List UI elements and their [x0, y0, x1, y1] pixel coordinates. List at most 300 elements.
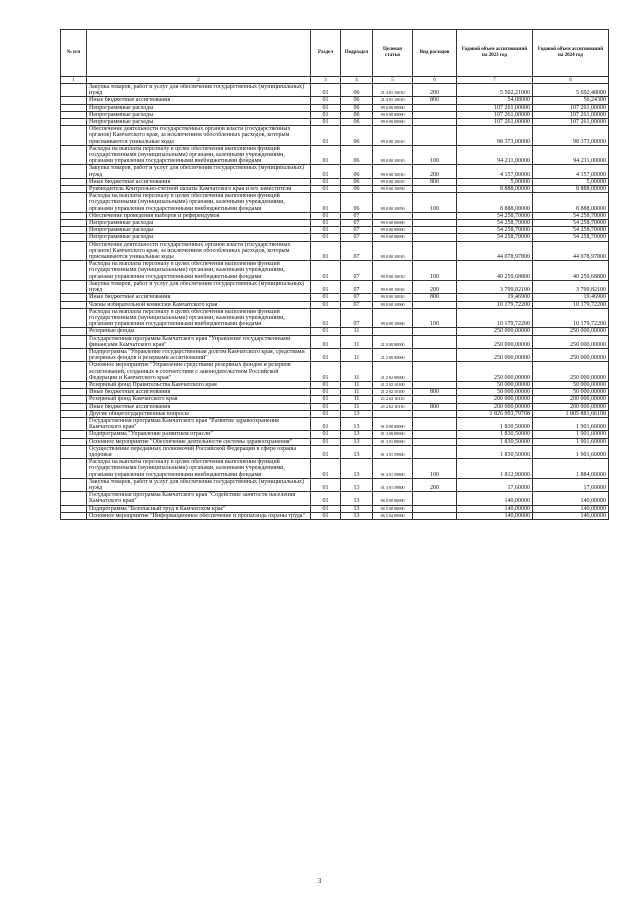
row-target-article: 99 0 00 10010	[373, 145, 413, 165]
table-row	[61, 478, 609, 491]
row-index	[61, 220, 87, 227]
row-name: Подпрограмма "Управление развитием отрасли"	[87, 431, 311, 438]
row-index	[61, 431, 87, 438]
row-section: 01	[311, 186, 341, 193]
row-section: 01	[311, 396, 341, 403]
row-amount-2023: 250 000,00000	[457, 335, 533, 348]
header-cell: Годовой объем ассигнований на 2023 год	[457, 30, 533, 77]
row-amount-2024: 250 000,00000	[533, 348, 609, 361]
row-name: Основное мероприятие "Обеспечение деятельности системы здравоохранения"	[87, 438, 311, 445]
table-row	[61, 492, 609, 505]
row-amount-2023: 54 258,70000	[457, 212, 533, 219]
row-target-article: 99 0 00 10010	[373, 178, 413, 185]
row-index	[61, 403, 87, 410]
header-cell: Подраздел	[341, 30, 373, 77]
row-target-article: 06 5 00 00000	[373, 505, 413, 512]
row-amount-2024: 44 078,97800	[533, 241, 609, 261]
row-section: 01	[311, 227, 341, 234]
row-index	[61, 227, 87, 234]
row-expense-type	[413, 212, 457, 219]
header-cell: № п/п	[61, 30, 87, 77]
row-amount-2023: 94 211,00000	[457, 145, 533, 165]
row-name: Государственная программа Камчатского края "Содействие занятости населения Камчатского края"	[87, 492, 311, 505]
row-amount-2023: 50 000,00000	[457, 389, 533, 396]
row-amount-2023: 140,00000	[457, 492, 533, 505]
row-index	[61, 111, 87, 118]
row-target-article: 01 3 01 59800	[373, 445, 413, 458]
row-index	[61, 234, 87, 241]
budget-table	[60, 29, 609, 520]
row-index	[61, 280, 87, 293]
column-number: 3	[311, 77, 341, 84]
row-target-article: 21 2 02 10100	[373, 381, 413, 388]
row-amount-2023: 140,00000	[457, 512, 533, 519]
header-cell: Вид расходов	[413, 30, 457, 77]
row-amount-2023: 1 826 993,79708	[457, 410, 533, 417]
table-row	[61, 362, 609, 382]
row-amount-2024: 8 888,00000	[533, 186, 609, 193]
row-target-article: 99 0 00 10010	[373, 126, 413, 146]
row-name: Закупка товаров, работ и услуг для обеспечения государственных (муниципальных) нужд	[87, 84, 311, 97]
column-number-row	[61, 77, 609, 84]
row-amount-2024: 250 000,00000	[533, 328, 609, 335]
row-amount-2023: 250 000,00000	[457, 362, 533, 382]
row-index	[61, 261, 87, 281]
row-index	[61, 348, 87, 361]
row-expense-type	[413, 381, 457, 388]
row-name: Закупка товаров, работ и услуг для обеспечения государственных (муниципальных) нужд	[87, 280, 311, 293]
row-index	[61, 335, 87, 348]
row-expense-type	[413, 227, 457, 234]
row-index	[61, 492, 87, 505]
row-target-article: 21 4 01 10010	[373, 84, 413, 97]
row-section: 01	[311, 193, 341, 213]
row-index	[61, 381, 87, 388]
row-index	[61, 165, 87, 178]
row-subsection: 06	[341, 111, 373, 118]
row-section: 01	[311, 234, 341, 241]
row-index	[61, 126, 87, 146]
table-row	[61, 308, 609, 328]
row-expense-type	[413, 512, 457, 519]
row-name: Непрограммные расходы	[87, 234, 311, 241]
row-amount-2023: 8 888,00000	[457, 193, 533, 213]
column-number: 1	[61, 77, 87, 84]
row-name: Руководитель Контрольно-счетной палаты Камчатского края и его заместители	[87, 186, 311, 193]
row-target-article: 99 0 00 10050	[373, 186, 413, 193]
table-row	[61, 505, 609, 512]
row-target-article: 99 0 00 00000	[373, 234, 413, 241]
row-name: Основное мероприятие "Управление средствами резервных фондов и резервов ассигнований, созданных в соответствии с законодательством Российской Федерации и Камчатского края"	[87, 362, 311, 382]
row-amount-2023: 40 259,68800	[457, 261, 533, 281]
row-subsection: 06	[341, 84, 373, 97]
row-subsection: 06	[341, 97, 373, 104]
row-name: Государственная программа Камчатского края "Управление государственными финансами Камчатского края"	[87, 335, 311, 348]
row-name: Члены избирательной комиссии Камчатского края	[87, 301, 311, 308]
row-section: 01	[311, 389, 341, 396]
row-subsection: 13	[341, 417, 373, 430]
row-name: Основное мероприятие "Информационное обеспечение и пропаганда охраны труда"	[87, 512, 311, 519]
row-expense-type: 100	[413, 193, 457, 213]
row-expense-type	[413, 431, 457, 438]
row-amount-2024: 107 261,00000	[533, 111, 609, 118]
row-name: Резервные фонды	[87, 328, 311, 335]
header-cell	[87, 30, 311, 77]
row-amount-2024: 40 259,68800	[533, 261, 609, 281]
row-amount-2023: 8 888,00000	[457, 186, 533, 193]
row-expense-type: 800	[413, 403, 457, 410]
row-name: Осуществление переданных полномочий Российской Федерации в сфере охраны здоровья	[87, 445, 311, 458]
row-expense-type: 100	[413, 145, 457, 165]
row-name: Государственная программа Камчатского края "Развитие здравоохранения Камчатского края"	[87, 417, 311, 430]
row-section: 01	[311, 328, 341, 335]
row-expense-type	[413, 104, 457, 111]
row-name: Расходы на выплаты персоналу в целях обеспечения выполнения функций государственными (муниципальными) органами, казенными учреждениями, органами управления государственными внебюджетными фондами	[87, 308, 311, 328]
row-expense-type	[413, 111, 457, 118]
row-amount-2023: 107 261,00000	[457, 104, 533, 111]
table-row	[61, 335, 609, 348]
row-amount-2024: 140,00000	[533, 505, 609, 512]
row-index	[61, 308, 87, 328]
row-amount-2023: 54 258,70000	[457, 220, 533, 227]
column-number: 4	[341, 77, 373, 84]
row-index	[61, 445, 87, 458]
row-target-article: 99 0 00 10010	[373, 165, 413, 178]
table-row	[61, 97, 609, 104]
row-section: 01	[311, 308, 341, 328]
row-expense-type	[413, 396, 457, 403]
row-subsection: 13	[341, 478, 373, 491]
row-amount-2023: 140,00000	[457, 505, 533, 512]
table-row	[61, 212, 609, 219]
row-expense-type	[413, 362, 457, 382]
row-amount-2023: 1 830,50000	[457, 417, 533, 430]
row-expense-type: 800	[413, 97, 457, 104]
table-row	[61, 431, 609, 438]
row-section: 01	[311, 512, 341, 519]
row-subsection: 07	[341, 308, 373, 328]
row-amount-2024: 140,00000	[533, 492, 609, 505]
row-subsection: 11	[341, 396, 373, 403]
row-amount-2024: 1 884,00000	[533, 459, 609, 479]
row-amount-2023: 107 261,00000	[457, 111, 533, 118]
row-expense-type: 800	[413, 178, 457, 185]
row-section: 01	[311, 145, 341, 165]
row-amount-2024: 10 179,72200	[533, 301, 609, 308]
row-amount-2024: 17,60000	[533, 478, 609, 491]
table-row	[61, 193, 609, 213]
row-subsection: 06	[341, 178, 373, 185]
row-section: 01	[311, 97, 341, 104]
table-row	[61, 417, 609, 430]
row-amount-2024: 54 258,70000	[533, 227, 609, 234]
row-section: 01	[311, 84, 341, 97]
row-section: 01	[311, 104, 341, 111]
row-amount-2024: 4 157,00000	[533, 165, 609, 178]
row-amount-2024: 1 901,60000	[533, 417, 609, 430]
row-index	[61, 512, 87, 519]
row-amount-2024: 10 179,72200	[533, 308, 609, 328]
row-subsection: 07	[341, 220, 373, 227]
row-section: 01	[311, 335, 341, 348]
row-amount-2024: 54 258,70000	[533, 212, 609, 219]
row-target-article: 01 3 00 00000	[373, 431, 413, 438]
row-expense-type	[413, 220, 457, 227]
row-index	[61, 104, 87, 111]
row-amount-2023: 200 000,00000	[457, 403, 533, 410]
row-section: 01	[311, 212, 341, 219]
row-target-article: 99 0 00 10050	[373, 193, 413, 213]
row-amount-2024: 94 211,00000	[533, 145, 609, 165]
row-amount-2024: 3 799,82100	[533, 280, 609, 293]
row-index	[61, 410, 87, 417]
row-subsection: 07	[341, 294, 373, 301]
row-index	[61, 145, 87, 165]
row-amount-2024: 1 901,60000	[533, 438, 609, 445]
row-amount-2023: 10 179,72200	[457, 301, 533, 308]
table-row	[61, 445, 609, 458]
row-name: Расходы на выплаты персоналу в целях обеспечения выполнения функций государственными (муниципальными) органами, казенными учреждениями, органами управления государственными внебюджетными фондами	[87, 145, 311, 165]
row-index	[61, 119, 87, 126]
row-subsection: 07	[341, 241, 373, 261]
row-amount-2024: 5,00000	[533, 178, 609, 185]
row-target-article: 21 4 01 10010	[373, 97, 413, 104]
row-subsection: 13	[341, 438, 373, 445]
page-number: 3	[317, 877, 322, 885]
table-row	[61, 234, 609, 241]
row-name: Иные бюджетные ассигнования	[87, 97, 311, 104]
row-expense-type: 200	[413, 165, 457, 178]
row-section: 01	[311, 280, 341, 293]
row-amount-2023: 5,00000	[457, 178, 533, 185]
row-expense-type: 100	[413, 459, 457, 479]
row-expense-type	[413, 445, 457, 458]
row-index	[61, 328, 87, 335]
row-target-article	[373, 212, 413, 219]
row-amount-2024: 54 258,70000	[533, 234, 609, 241]
row-subsection: 11	[341, 403, 373, 410]
row-section: 01	[311, 241, 341, 261]
row-index	[61, 193, 87, 213]
row-amount-2023: 54,08000	[457, 97, 533, 104]
row-subsection: 06	[341, 186, 373, 193]
row-subsection: 06	[341, 104, 373, 111]
row-index	[61, 178, 87, 185]
row-amount-2024: 1 805 881,66108	[533, 410, 609, 417]
table-row	[61, 348, 609, 361]
row-target-article: 99 0 00 10060	[373, 308, 413, 328]
row-expense-type: 100	[413, 308, 457, 328]
column-number: 2	[87, 77, 311, 84]
table-row	[61, 410, 609, 417]
row-name: Расходы на выплаты персоналу в целях обеспечения выполнения функций государственными (муниципальными) органами, казенными учреждениями, органами управления государственными внебюджетными фондами	[87, 261, 311, 281]
table-row	[61, 396, 609, 403]
row-expense-type	[413, 328, 457, 335]
row-target-article: 99 0 00 00000	[373, 220, 413, 227]
row-target-article	[373, 328, 413, 335]
row-expense-type: 100	[413, 261, 457, 281]
row-section: 01	[311, 505, 341, 512]
row-section: 01	[311, 381, 341, 388]
table-row	[61, 403, 609, 410]
row-amount-2023: 3 799,82100	[457, 280, 533, 293]
row-subsection: 11	[341, 348, 373, 361]
row-section: 01	[311, 431, 341, 438]
row-name: Расходы на выплаты персоналу в целях обеспечения выполнения функций государственными (муниципальными) органами, казенными учреждениями, органами управления государственными внебюджетными фондами	[87, 459, 311, 479]
row-amount-2023: 1 812,90000	[457, 459, 533, 479]
row-target-article: 21 2 02 10110	[373, 396, 413, 403]
row-subsection: 07	[341, 212, 373, 219]
row-amount-2023: 250 000,00000	[457, 328, 533, 335]
row-index	[61, 459, 87, 479]
row-index	[61, 294, 87, 301]
row-index	[61, 505, 87, 512]
table-row	[61, 294, 609, 301]
row-subsection: 07	[341, 234, 373, 241]
table-row	[61, 438, 609, 445]
row-name: Обеспечение деятельности государственных органов власти (государственных органов) Камчатского края, за исключением обособленных расходов, которым присваиваются уникальные коды	[87, 126, 311, 146]
row-target-article: 99 0 00 00000	[373, 227, 413, 234]
row-name: Подпрограмма "Безопасный труд в Камчатском крае"	[87, 505, 311, 512]
row-subsection: 06	[341, 126, 373, 146]
row-section: 01	[311, 445, 341, 458]
header-cell: Раздел	[311, 30, 341, 77]
row-section: 01	[311, 362, 341, 382]
row-target-article: 21 0 00 00000	[373, 335, 413, 348]
row-amount-2023: 50 000,00000	[457, 381, 533, 388]
row-index	[61, 186, 87, 193]
row-amount-2023: 54 258,70000	[457, 227, 533, 234]
row-amount-2023: 17,60000	[457, 478, 533, 491]
table-row	[61, 512, 609, 519]
row-section: 01	[311, 111, 341, 118]
row-amount-2023: 200 000,00000	[457, 396, 533, 403]
row-name: Непрограммные расходы	[87, 220, 311, 227]
row-expense-type	[413, 241, 457, 261]
column-number: 5	[373, 77, 413, 84]
row-name: Закупка товаров, работ и услуг для обеспечения государственных (муниципальных) нужд	[87, 165, 311, 178]
row-expense-type	[413, 492, 457, 505]
row-subsection: 11	[341, 362, 373, 382]
table-row	[61, 126, 609, 146]
row-target-article: 01 3 01 59800	[373, 478, 413, 491]
column-number: 7	[457, 77, 533, 84]
row-expense-type: 200	[413, 478, 457, 491]
table-row	[61, 241, 609, 261]
row-section: 01	[311, 261, 341, 281]
row-index	[61, 362, 87, 382]
row-name: Иные бюджетные ассигнования	[87, 294, 311, 301]
row-section: 01	[311, 438, 341, 445]
row-expense-type	[413, 505, 457, 512]
table-row	[61, 220, 609, 227]
row-subsection: 11	[341, 328, 373, 335]
table-body	[61, 84, 609, 520]
row-name: Закупка товаров, работ и услуг для обеспечения государственных (муниципальных) нужд	[87, 478, 311, 491]
row-target-article: 01 3 01 00000	[373, 438, 413, 445]
row-section: 01	[311, 417, 341, 430]
row-subsection: 13	[341, 410, 373, 417]
row-amount-2024: 50 000,00000	[533, 381, 609, 388]
table-row	[61, 381, 609, 388]
row-index	[61, 241, 87, 261]
row-target-article	[373, 410, 413, 417]
row-target-article: 99 0 00 10010	[373, 261, 413, 281]
row-amount-2024: 250 000,00000	[533, 335, 609, 348]
row-amount-2024: 140,00000	[533, 512, 609, 519]
table-row	[61, 389, 609, 396]
row-subsection: 11	[341, 335, 373, 348]
row-expense-type	[413, 348, 457, 361]
row-expense-type: 800	[413, 294, 457, 301]
row-index	[61, 478, 87, 491]
row-expense-type	[413, 335, 457, 348]
row-index	[61, 97, 87, 104]
row-name: Непрограммные расходы	[87, 227, 311, 234]
row-section: 01	[311, 126, 341, 146]
row-amount-2024: 98 373,00000	[533, 126, 609, 146]
row-amount-2024: 1 901,60000	[533, 431, 609, 438]
row-expense-type	[413, 126, 457, 146]
row-amount-2024: 250 000,00000	[533, 362, 609, 382]
row-index	[61, 389, 87, 396]
table-row	[61, 165, 609, 178]
row-section: 01	[311, 294, 341, 301]
row-subsection: 11	[341, 389, 373, 396]
row-section: 01	[311, 410, 341, 417]
row-subsection: 07	[341, 261, 373, 281]
table-row	[61, 111, 609, 118]
table-row	[61, 227, 609, 234]
row-subsection: 13	[341, 431, 373, 438]
row-name: Резервный фонд Камчатского края	[87, 396, 311, 403]
row-target-article: 21 2 02 10100	[373, 389, 413, 396]
table-row	[61, 186, 609, 193]
row-name: Расходы на выплаты персоналу в целях обеспечения выполнения функций государственными (муниципальными) органами, казенными учреждениями, органами управления государственными внебюджетными фондами	[87, 193, 311, 213]
row-target-article: 21 2 00 00000	[373, 348, 413, 361]
table-row	[61, 145, 609, 165]
row-subsection: 06	[341, 165, 373, 178]
row-expense-type	[413, 410, 457, 417]
row-amount-2024: 8 888,00000	[533, 193, 609, 213]
row-name: Непрограммные расходы	[87, 111, 311, 118]
row-index	[61, 301, 87, 308]
row-subsection: 13	[341, 512, 373, 519]
table-row	[61, 104, 609, 111]
row-index	[61, 212, 87, 219]
row-subsection: 13	[341, 459, 373, 479]
row-expense-type	[413, 119, 457, 126]
table-row	[61, 280, 609, 293]
row-amount-2023: 19,46900	[457, 294, 533, 301]
row-amount-2023: 107 261,00000	[457, 119, 533, 126]
row-section: 01	[311, 403, 341, 410]
row-subsection: 13	[341, 445, 373, 458]
row-subsection: 06	[341, 119, 373, 126]
row-name: Обеспечение проведения выборов и референдумов	[87, 212, 311, 219]
row-target-article: 99 0 00 10010	[373, 294, 413, 301]
row-expense-type	[413, 417, 457, 430]
row-target-article: 99 0 00 10060	[373, 301, 413, 308]
row-amount-2024: 107 261,00000	[533, 104, 609, 111]
header-row	[61, 30, 609, 77]
table-row	[61, 261, 609, 281]
row-section: 01	[311, 178, 341, 185]
row-amount-2023: 4 157,00000	[457, 165, 533, 178]
row-target-article: 99 0 00 00000	[373, 119, 413, 126]
row-name: Непрограммные расходы	[87, 104, 311, 111]
row-subsection: 06	[341, 193, 373, 213]
